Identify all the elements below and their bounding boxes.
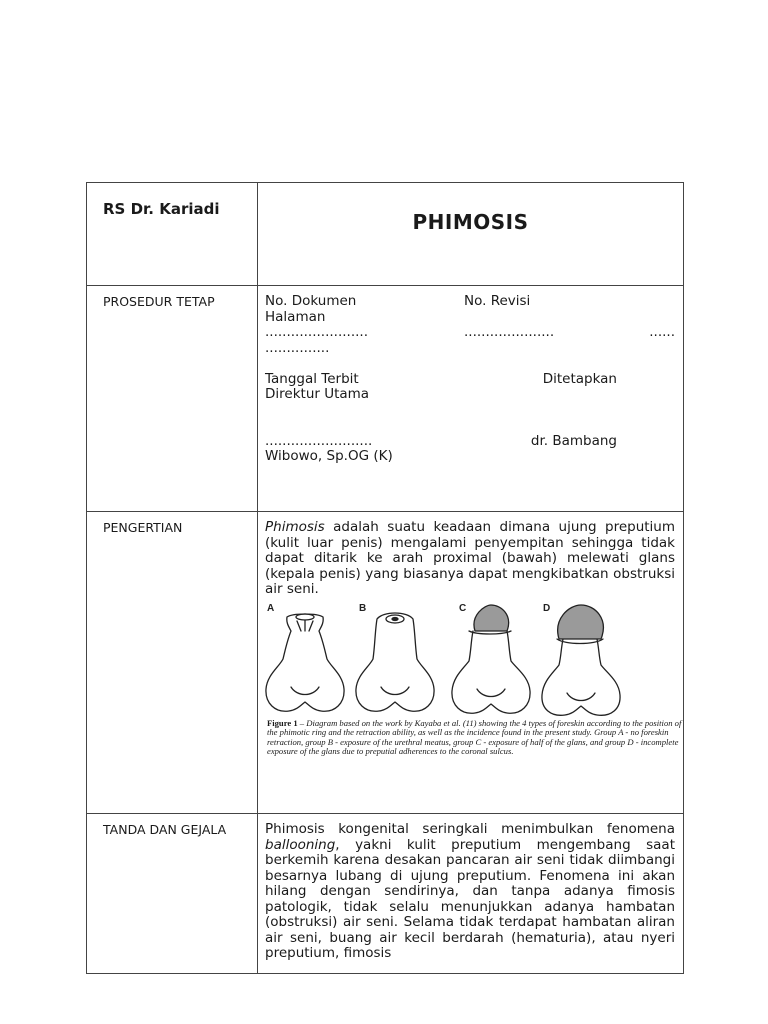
figure-letter-b: B (359, 602, 367, 614)
doctor-name-cont: Wibowo, Sp.OG (K) (265, 448, 393, 464)
figure-letter-a: A (267, 602, 275, 614)
halaman-dots-cont: ............... (265, 339, 330, 356)
figure-caption (265, 719, 687, 757)
tanda-paragraph (265, 822, 675, 962)
foreskin-type-d (542, 602, 620, 715)
tanda-label: TANDA DAN GEJALA (87, 814, 258, 974)
pengertian-paragraph (265, 520, 675, 598)
doctor-name: dr. Bambang (530, 432, 617, 449)
tanggal-terbit-label: Tanggal Terbit (265, 370, 359, 387)
tanggal-line (265, 372, 675, 388)
ballooning-term: ballooning (265, 836, 336, 853)
ditetapkan-label: Ditetapkan (542, 370, 617, 387)
halaman-label: Halaman (265, 308, 326, 325)
phimosis-term: Phimosis (265, 519, 325, 535)
no-revisi-label: No. Revisi (464, 293, 531, 309)
header-row (87, 183, 684, 286)
dots-line (265, 325, 675, 341)
prosedur-row (87, 286, 684, 512)
pengertian-text: adalah suatu keadaan dimana ujung preputium (kulit luar penis) mengalami penyempitan sehingga tidak dapat ditarik ke arah proximal (bawah) melewati glans (kepala penis) yang biasanya dapat mengkibatkan obstruksi air seni. (265, 519, 676, 597)
prosedur-content (258, 286, 684, 512)
signature-line (265, 434, 675, 450)
prosedur-label: PROSEDUR TETAP (87, 286, 258, 512)
hospital-name: RS Dr. Kariadi (87, 183, 258, 286)
pengertian-row (87, 512, 684, 814)
tanggal-dots: ......................... (265, 432, 373, 449)
dokumen-dots: ........................ (265, 324, 368, 340)
foreskin-type-c (452, 602, 530, 713)
tanda-content (258, 814, 684, 974)
doc-meta-line (265, 294, 675, 310)
document-title: PHIMOSIS (258, 183, 684, 286)
phimosis-diagram (265, 601, 685, 719)
pengertian-label: PENGERTIAN (87, 512, 258, 814)
foreskin-type-b (356, 613, 434, 711)
figure-label: Figure 1 (267, 717, 298, 728)
halaman-dots: ...... (649, 324, 675, 340)
no-dokumen-label: No. Dokumen (265, 293, 357, 309)
figure-caption-text: – Diagram based on the work by Kayaba et al. (11) showing the 4 types of foreskin according to the position of the phimotic ring and the retraction ability, as well as the incidence found in the present study. Group A - no foreskin retraction, group B - exposure of the urethral meatus, group C - exposure of half of the glans, and group D - incomplete exposure of the glans due to preputial adherences to the coronal sulcus. (267, 717, 682, 757)
figure-letter-d: D (543, 602, 551, 614)
tanda-row (87, 814, 684, 974)
direktur-utama-label: Direktur Utama (265, 386, 370, 402)
pengertian-content (258, 512, 684, 814)
revisi-dots: ..................... (464, 324, 555, 340)
figure-letter-c: C (459, 602, 467, 614)
tanda-text-2: , yakni kulit preputium mengembang saat berkemih karena desakan pancaran air seni tidak diimbangi besarnya lubang di ujung preputium. Fenomena ini akan hilang dengan sendirinya, dan tanpa adanya fimosis patologik, tidak selalu menunjukkan adanya hambatan (obstruksi) air seni. Selama tidak terdapat hambatan aliran air seni, buang air kecil berdarah (hematuria), atau nyeri preputium, fimosis (265, 836, 675, 961)
foreskin-type-a (266, 614, 344, 711)
sop-table (86, 182, 684, 974)
tanda-text-1: Phimosis kongenital seringkali menimbulkan fenomena (265, 821, 675, 837)
